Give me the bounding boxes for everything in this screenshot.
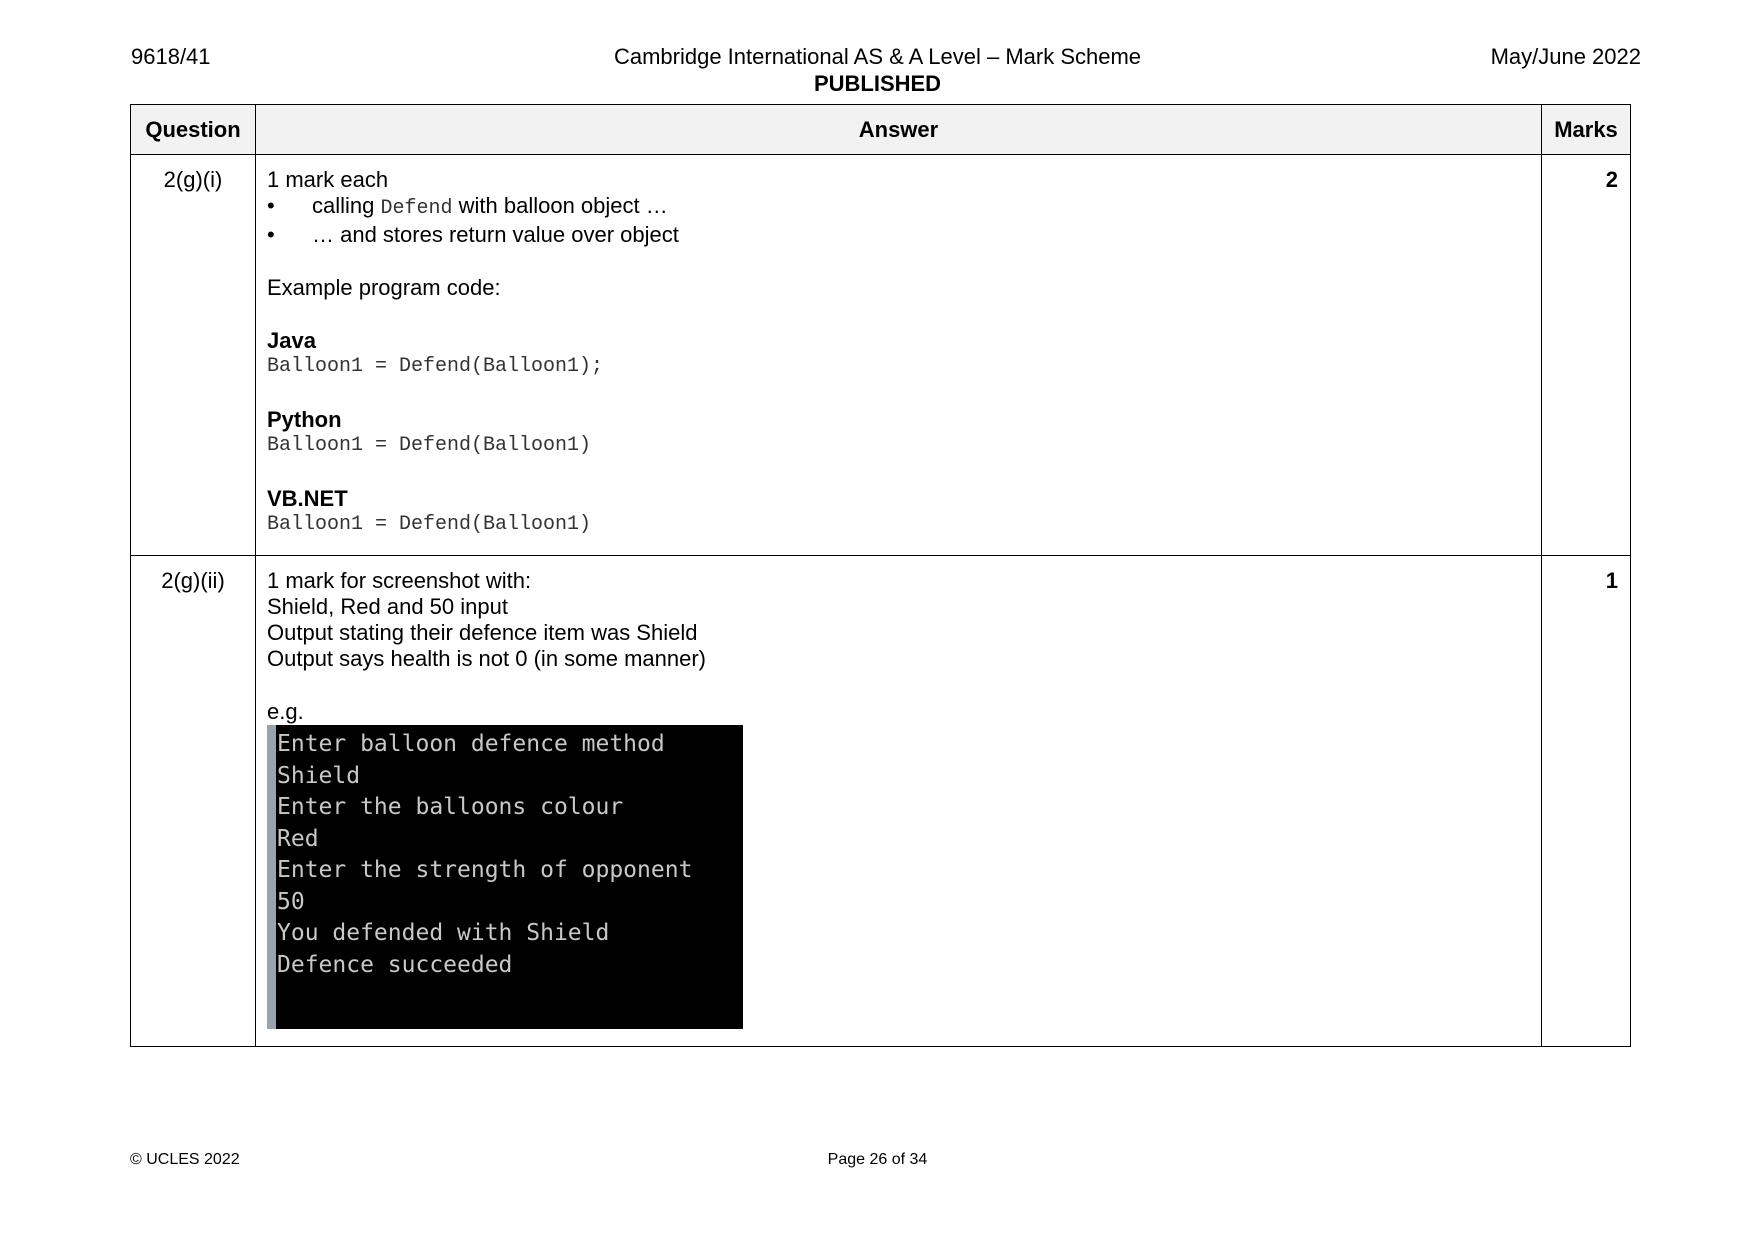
eg-label: e.g.	[267, 699, 304, 724]
language-heading: Python	[267, 407, 342, 432]
question-column-header: Question	[131, 105, 256, 155]
answer-line: 1 mark for screenshot with:	[267, 568, 532, 593]
mark-scheme-table	[130, 104, 1631, 1047]
answer-line: Output says health is not 0 (in some manner)	[267, 646, 706, 671]
console-line: Defence succeeded	[277, 951, 513, 978]
bullet-text: calling	[312, 193, 381, 218]
console-line: Enter the strength of opponent	[277, 857, 693, 883]
copyright-notice: © UCLES 2022	[130, 1151, 240, 1168]
published-label: PUBLISHED	[813, 71, 942, 96]
paper-code: 9618/41	[131, 44, 211, 69]
question-number: 2(g)(i)	[131, 155, 256, 556]
exam-session: May/June 2022	[1490, 44, 1641, 69]
bullet-item	[267, 222, 1530, 248]
console-line: Enter balloon defence method	[277, 731, 665, 757]
table-row	[131, 556, 1631, 1047]
document-title: Cambridge International AS & A Level – Mark Scheme	[613, 44, 1142, 69]
answer-cell	[256, 155, 1542, 556]
page-number: Page 26 of 34	[827, 1151, 928, 1168]
inline-code: Defend	[380, 197, 453, 220]
bullet-icon: •	[267, 222, 275, 247]
marks-value: 1	[1542, 556, 1631, 1047]
language-heading: VB.NET	[267, 486, 348, 511]
console-line: 50	[277, 888, 305, 915]
marking-intro: 1 mark each	[267, 167, 389, 192]
question-number: 2(g)(ii)	[131, 556, 256, 1047]
bullet-icon: •	[267, 193, 275, 218]
answer-cell	[256, 556, 1542, 1047]
example-label: Example program code:	[267, 275, 501, 300]
bullet-text: with balloon object …	[452, 193, 668, 218]
table-row	[131, 155, 1631, 556]
answer-column-header: Answer	[256, 105, 1542, 155]
console-line: Enter the balloons colour	[277, 794, 624, 820]
code-line: Balloon1 = Defend(Balloon1)	[267, 513, 592, 536]
console-line: You defended with Shield	[277, 920, 610, 946]
bullet-text: … and stores return value over object	[312, 222, 679, 247]
code-line: Balloon1 = Defend(Balloon1)	[267, 434, 592, 457]
answer-line: Shield, Red and 50 input	[267, 594, 508, 619]
console-line: Shield	[277, 762, 361, 789]
marks-value: 2	[1542, 155, 1631, 556]
table-header-row	[131, 105, 1631, 155]
marks-column-header: Marks	[1542, 105, 1631, 155]
language-heading: Java	[267, 328, 316, 353]
console-screenshot	[267, 725, 743, 1029]
console-line: Red	[277, 825, 319, 852]
code-line: Balloon1 = Defend(Balloon1);	[267, 355, 604, 378]
answer-line: Output stating their defence item was Shield	[267, 620, 698, 645]
bullet-item	[267, 193, 1530, 222]
